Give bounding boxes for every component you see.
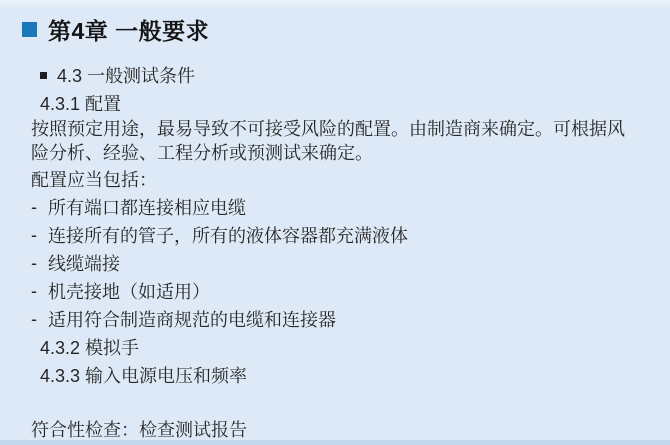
subsection-heading-row: [31, 61, 650, 89]
dash-marker: -: [31, 252, 37, 273]
clause-4-3-2: 4.3.2 模拟手: [40, 338, 140, 358]
list-item-text: 机壳接地（如适用）: [48, 282, 210, 302]
square-bullet-icon: [40, 72, 47, 79]
slide-title-row: [0, 0, 670, 43]
compliance-check-line: 符合性检查：检查测试报告: [31, 420, 247, 440]
clause-4-3-1: 4.3.1 配置: [40, 94, 122, 114]
list-item: [31, 305, 650, 333]
bottom-edge-strip: [0, 440, 670, 445]
title-square-bullet-icon: [22, 22, 37, 37]
list-item: [31, 277, 650, 305]
configuration-paragraph: 按照预定用途，最易导致不可接受风险的配置。由制造商来确定。可根据风险分析、经验、工程分析或预测试来确定。: [31, 119, 625, 163]
dash-marker: -: [31, 308, 37, 329]
slide-body: [0, 43, 670, 443]
dash-marker: -: [31, 196, 37, 217]
list-item-text: 所有端口都连接相应电缆: [48, 198, 246, 218]
list-item-text: 线缆端接: [48, 254, 120, 274]
list-item: [31, 249, 650, 277]
dash-marker: -: [31, 280, 37, 301]
list-item-text: 适用符合制造商规范的电缆和连接器: [48, 310, 336, 330]
list-item-text: 连接所有的管子，所有的液体容器都充满液体: [48, 226, 408, 246]
dash-marker: -: [31, 224, 37, 245]
clause-4-3-3: 4.3.3 输入电源电压和频率: [40, 366, 248, 386]
page-title: 第4章 一般要求: [48, 17, 210, 44]
list-item: [31, 193, 650, 221]
list-intro: 配置应当包括：: [31, 170, 157, 190]
subsection-heading: 4.3 一般测试条件: [57, 66, 196, 86]
list-item: [31, 221, 650, 249]
